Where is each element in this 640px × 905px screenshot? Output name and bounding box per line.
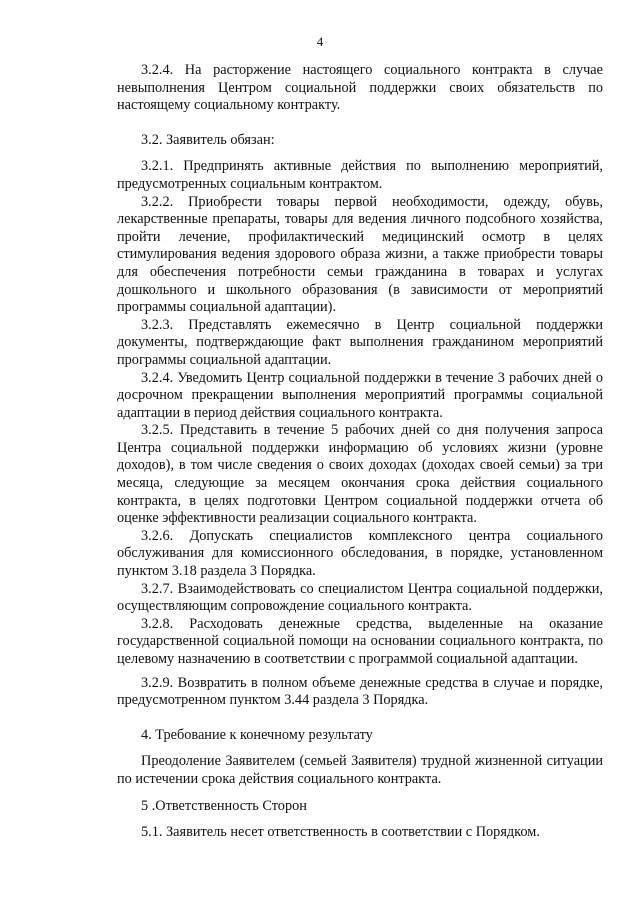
page-number: 4 (316, 34, 324, 49)
paragraph-3-2-3: 3.2.3. Представлять ежемесячно в Центр социальной поддержки документы, подтверждающие факт выполнения гражданином мероприятий программы социальной адаптации. (117, 316, 603, 368)
paragraph-3-2-7: 3.2.7. Взаимодействовать со специалистом Центра социальной поддержки, осуществляющим сопровождение социального контракта. (117, 580, 603, 615)
document-body (117, 62, 603, 842)
heading-applicant-obligations: 3.2. Заявитель обязан: (141, 131, 275, 148)
paragraph-5-1: 5.1. Заявитель несет ответственность в соответствии с Порядком. (141, 824, 540, 841)
paragraph-section-4-text: Преодоление Заявителем (семьей Заявителя) трудной жизненной ситуации по истечении срока действия социального контракта. (117, 753, 603, 787)
paragraph-3-2-4-termination: 3.2.4. На расторжение настоящего социального контракта в случае невыполнения Центром социальной поддержки своих обязательств по настоящему социальному контракту. (117, 62, 603, 114)
paragraph-3-2-4-notify: 3.2.4. Уведомить Центр социальной поддержки в течение 3 рабочих дней о досрочном прекращении выполнения мероприятий программы социальной адаптации в период действия социального контракта. (117, 369, 603, 421)
paragraph-3-2-9: 3.2.9. Возвратить в полном объеме денежные средства в случае и порядке, предусмотренном пунктом 3.44 раздела 3 Порядка. (117, 674, 603, 709)
paragraph-3-2-5: 3.2.5. Представить в течение 5 рабочих дней со дня получения запроса Центра социальной поддержки информацию об условиях жизни (уровне доходов), в том числе сведения о своих доходах (доходах своей семьи) за три месяца, следующие за месяцем окончания срока действия социального контракта, в целях подготовки Центром социальной поддержки отчета об оценке эффективности реализации социального контракта. (117, 422, 603, 527)
paragraph-3-2-2: 3.2.2. Приобрести товары первой необходимости, одежду, обувь, лекарственные препараты, товары для ведения личного подсобного хозяйства, пройти лечение, профилактический медицинский осмотр в целях стимулирования ведения здорового образа жизни, а также приобрести товары для обеспечения потребности семьи гражданина в товарах и услугах дошкольного и школьного образования (в зависимости от мероприятий программы социальной адаптации). (117, 193, 603, 316)
heading-section-4: 4. Требование к конечному результату (141, 726, 373, 743)
heading-section-5: 5 .Ответственность Сторон (141, 797, 307, 814)
paragraph-3-2-6: 3.2.6. Допускать специалистов комплексного центра социального обслуживания для комиссионного обследования, в порядке, установленном пунктом 3.18 раздела 3 Порядка. (117, 527, 603, 580)
paragraph-3-2-1: 3.2.1. Предпринять активные действия по выполнению мероприятий, предусмотренных социальным контрактом. (117, 158, 603, 192)
paragraph-3-2-8: 3.2.8. Расходовать денежные средства, выделенные на оказание государственной социальной помощи на основании социального контракта, по целевому назначению в соответствии с программой социальной адаптации. (117, 615, 603, 667)
